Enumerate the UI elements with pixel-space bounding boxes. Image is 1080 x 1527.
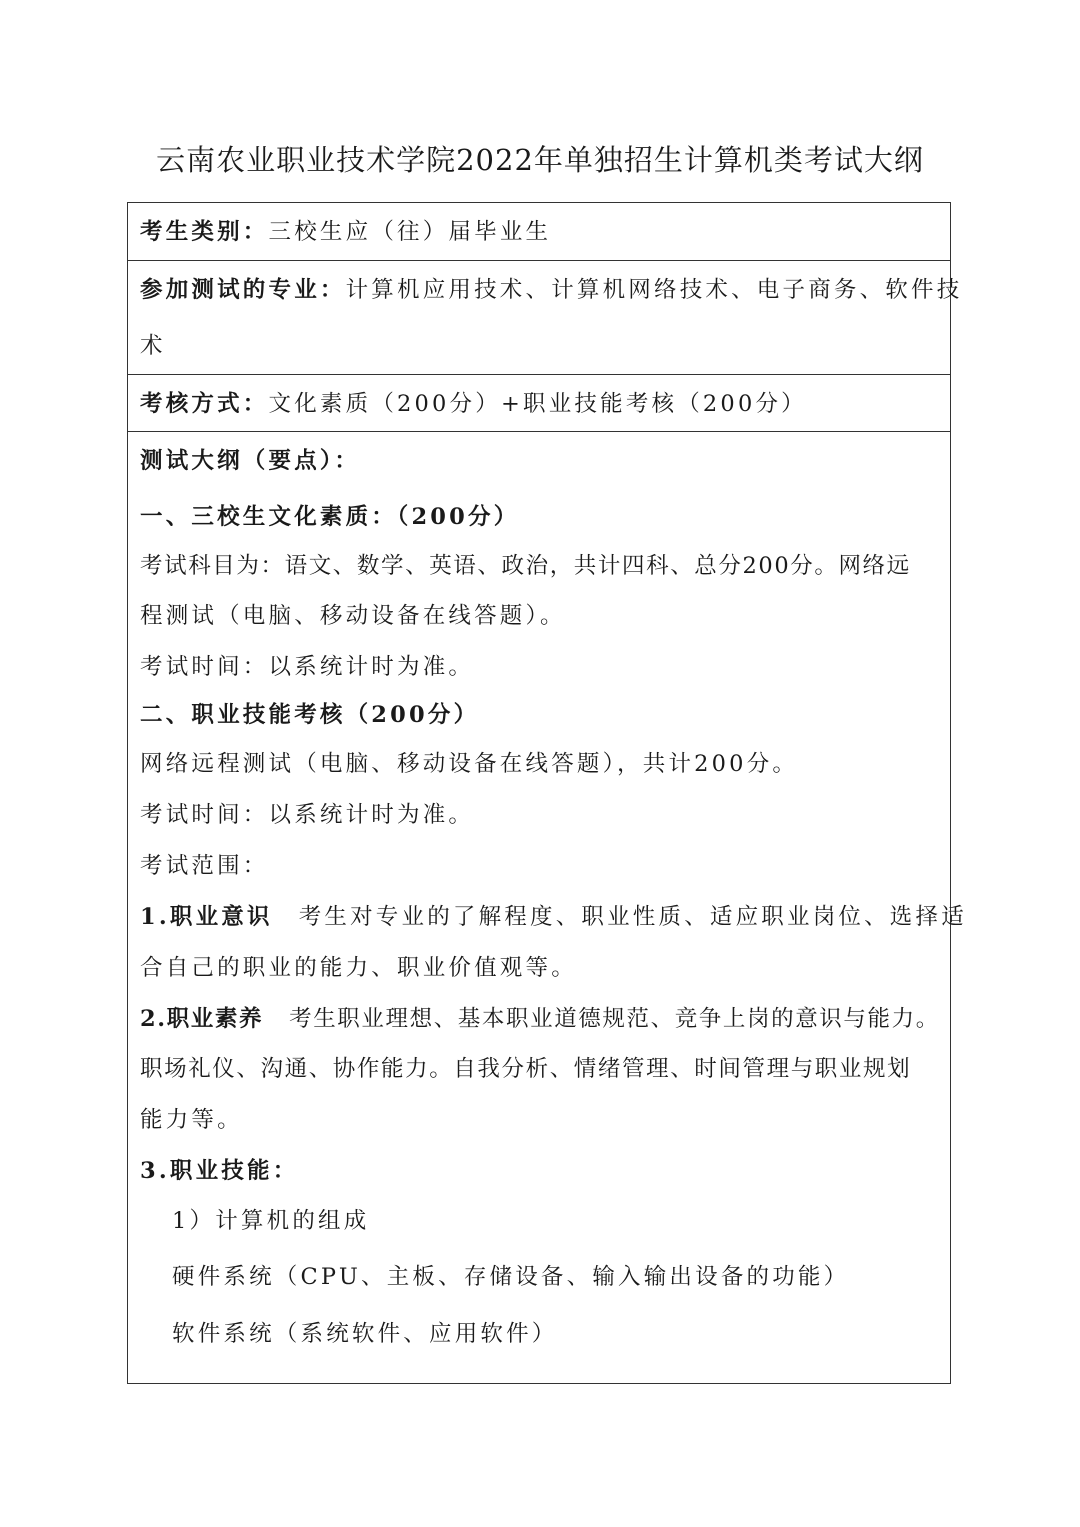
section2-description: 网络远程测试（电脑、移动设备在线答题），共计200分。 [140,751,799,777]
section2-exam-time: 考试时间：以系统计时为准。 [140,802,475,828]
assessment-method-row [128,375,950,432]
item1-text-line1: 考生对专业的了解程度、职业性质、适应职业岗位、选择适 [298,904,967,930]
test-majors-label: 参加测试的专业： [140,277,346,303]
item1-text-line2: 合自己的职业的能力、职业价值观等。 [140,955,577,981]
item2-line1 [140,1002,940,1036]
exam-scope-label: 考试范围： [140,853,269,879]
sub1-title: 1）计算机的组成 [172,1208,370,1234]
section1-title: 一、三校生文化素质：（200分） [140,504,520,530]
test-majors-row [128,261,963,375]
assessment-method-label: 考核方式： [140,391,269,417]
test-outline-row [128,432,967,1382]
test-majors-value-line1: 计算机应用技术、计算机网络技术、电子商务、软件技 [345,277,963,303]
sub1-software: 软件系统（系统软件、应用软件） [172,1321,558,1347]
candidate-category-value: 三校生应（往）届毕业生 [268,219,552,245]
item1-title: 1.职业意识 [140,904,273,930]
test-majors-value-line2: 术 [140,333,166,359]
candidate-category-label: 考生类别： [140,219,269,245]
section1-exam-time: 考试时间：以系统计时为准。 [140,654,475,680]
item3-title: 3.职业技能： [140,1158,299,1184]
sub1-hardware: 硬件系统（CPU、主板、存储设备、输入输出设备的功能） [172,1264,850,1290]
section1-subjects-line2: 程测试（电脑、移动设备在线答题）。 [140,603,566,629]
section2-title: 二、职业技能考核（200分） [140,702,480,728]
item2-text-line1: 考生职业理想、基本职业道德规范、竞争上岗的意识与能力。 [289,1006,940,1032]
item2-text-line2: 职场礼仪、沟通、协作能力。自我分析、情绪管理、时间管理与职业规划 [140,1056,912,1082]
assessment-method-value: 文化素质（200分）+职业技能考核（200分） [268,391,807,417]
item2-text-line3: 能力等。 [140,1107,243,1133]
document-title: 云南农业职业技术学院2022年单独招生计算机类考试大纲 [156,143,924,177]
outline-heading: 测试大纲（要点）： [140,448,361,474]
exam-outline-table [127,202,967,1384]
item1-line1 [140,900,967,934]
candidate-category-row [128,203,950,261]
item2-title: 2.职业素养 [140,1006,264,1032]
section1-subjects-line1: 考试科目为：语文、数学、英语、政治，共计四科、总分200分。网络远 [140,553,911,579]
